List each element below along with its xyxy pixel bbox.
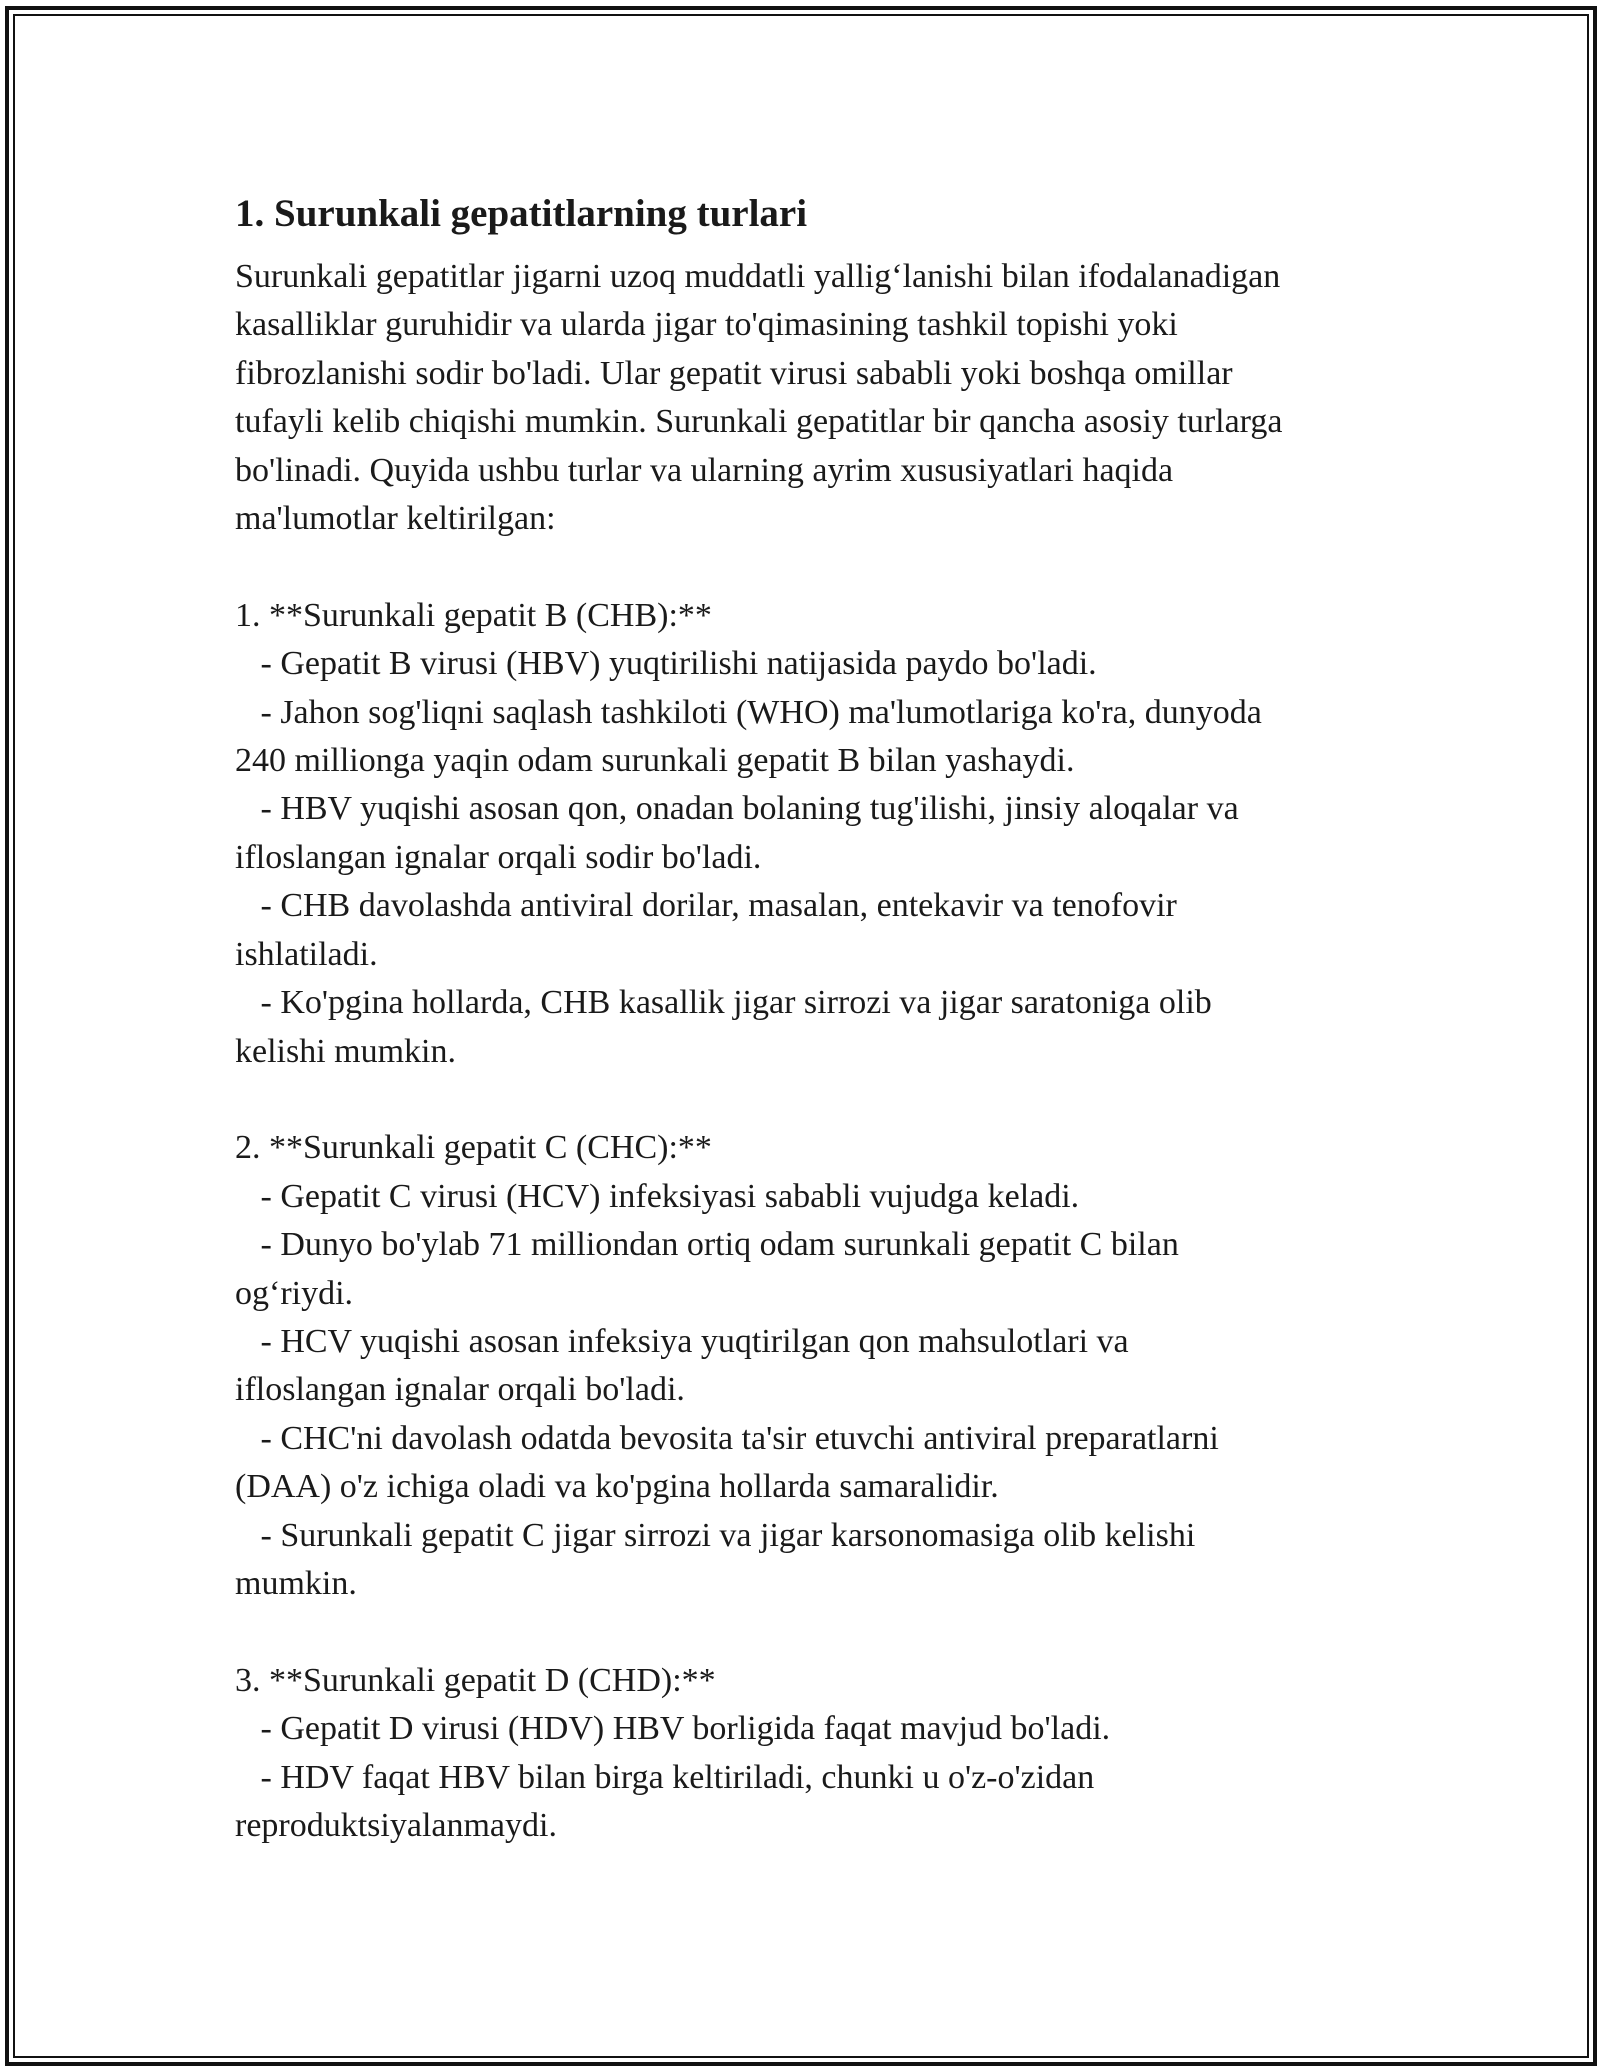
section-heading: 1. Surunkali gepatitlarning turlari: [235, 192, 808, 235]
section-body-text: Surunkali gepatitlar jigarni uzoq muddatli yallig‘lanishi bilan ifodalanadigan kasalliklar guruhidir va ularda jigar to'qimasining tashkil topishi yoki fibrozlanishi sodir bo'ladi. Ular gepatit virusi sababli yoki boshqa omillar tufayli kelib chiqishi mumkin. Surunkali gepatitlar bir qancha asosiy turlarga bo'linadi. Quyida ushbu turlar va ularning ayrim xususiyatlari haqida ma'lumotlar keltirilgan: 1. **Surunkali gepatit B (CHB):** - Gepatit B virusi (HBV) yuqtirilishi natijasida paydo bo'ladi. - Jahon sog'liqni saqlash tashkiloti (WHO) ma'lumotlariga ko'ra, dunyoda 240 millionga yaqin odam surunkali gepatit B bilan yashaydi. - HBV yuqishi asosan qon, onadan bolaning tug'ilishi, jinsiy aloqalar va ifloslangan ignalar orqali sodir bo'ladi. - CHB davolashda antiviral dorilar, masalan, entekavir va tenofovir ishlatiladi. - Ko'pgina hollarda, CHB kasallik jigar sirrozi va jigar saratoniga olib kelishi mumkin. 2. **Surunkali gepatit C (CHC):** - Gepatit C virusi (HCV) infeksiyasi sababli vujudga keladi. - Dunyo bo'ylab 71 milliondan ortiq odam surunkali gepatit C bilan og‘riydi. - HCV yuqishi asosan infeksiya yuqtirilgan qon mahsulotlari va ifloslangan ignalar orqali bo'ladi. - CHC'ni davolash odatda bevosita ta'sir etuvchi antiviral preparatlarni (DAA) o'z ichiga oladi va ko'pgina hollarda samaralidir. - Surunkali gepatit C jigar sirrozi va jigar karsonomasiga olib kelishi mumkin. 3. **Surunkali gepatit D (CHD):** - Gepatit D virusi (HDV) HBV borligida faqat mavjud bo'ladi. - HDV faqat HBV bilan birga keltiriladi, chunki u o'z-o'zidan reproduktsiyalanmaydi.: [235, 258, 1283, 1844]
document-content: [235, 183, 1395, 1850]
